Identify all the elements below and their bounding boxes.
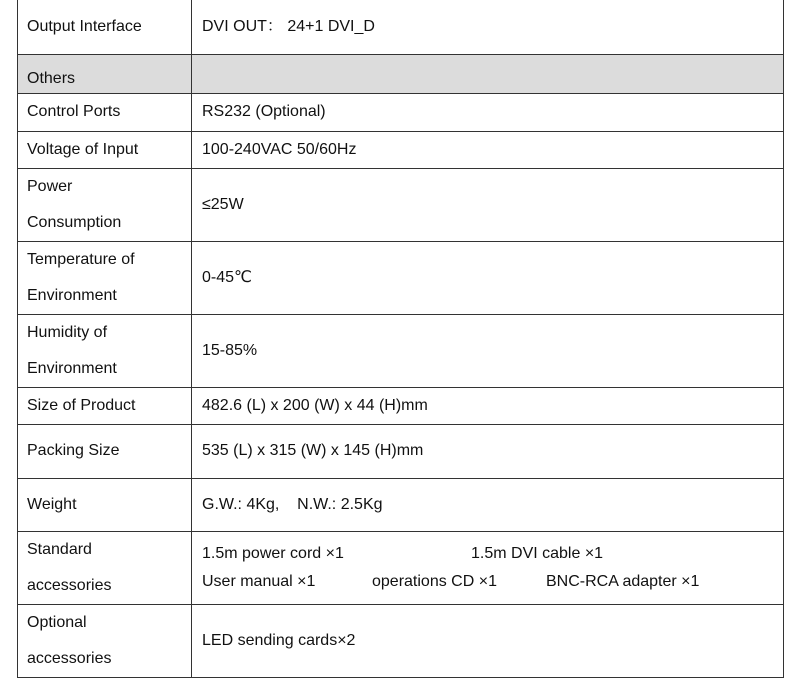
accessories-line <box>202 540 783 568</box>
accessory-item: 1.5m DVI cable ×1 <box>471 544 604 562</box>
row-value: 15-85% <box>192 314 784 387</box>
row-label-line: accessories <box>27 649 112 667</box>
row-label <box>18 604 192 677</box>
table-row <box>18 168 784 241</box>
row-label <box>18 168 192 241</box>
table-row <box>18 604 784 677</box>
table-row <box>18 241 784 314</box>
section-header-row <box>18 54 784 93</box>
table-row <box>18 0 784 54</box>
section-title: Others <box>18 54 192 93</box>
row-label-line: Environment <box>27 359 117 377</box>
specifications-table <box>17 0 784 678</box>
row-label-line: Optional <box>27 613 87 631</box>
row-label <box>18 314 192 387</box>
table-row <box>18 531 784 604</box>
row-label: Packing Size <box>18 424 192 478</box>
accessory-item: BNC-RCA adapter ×1 <box>546 572 700 590</box>
accessory-item: operations CD ×1 <box>372 572 497 590</box>
row-label-line: Power <box>27 177 73 195</box>
row-value: RS232 (Optional) <box>192 93 784 131</box>
row-value: 0-45℃ <box>192 241 784 314</box>
accessory-item: User manual ×1 <box>202 572 316 590</box>
accessories-cell <box>192 531 784 604</box>
row-value: DVI OUT： 24+1 DVI_D <box>192 0 784 54</box>
row-label-line: Standard <box>27 540 92 558</box>
row-value: LED sending cards×2 <box>192 604 784 677</box>
table-row <box>18 93 784 131</box>
row-label-line: Consumption <box>27 213 122 231</box>
table-row <box>18 424 784 478</box>
row-value: 482.6 (L) x 200 (W) x 44 (H)mm <box>192 387 784 424</box>
accessories-line <box>202 568 783 596</box>
row-label: Size of Product <box>18 387 192 424</box>
row-label-line: Environment <box>27 286 117 304</box>
row-value: 535 (L) x 315 (W) x 145 (H)mm <box>192 424 784 478</box>
row-value: G.W.: 4Kg, N.W.: 2.5Kg <box>192 478 784 531</box>
row-label <box>18 531 192 604</box>
row-label-line: Humidity of <box>27 323 108 341</box>
row-label: Output Interface <box>18 0 192 54</box>
row-value: ≤25W <box>192 168 784 241</box>
row-value: 100-240VAC 50/60Hz <box>192 131 784 168</box>
row-label: Control Ports <box>18 93 192 131</box>
table-row <box>18 131 784 168</box>
section-empty-cell <box>192 54 784 93</box>
row-label: Voltage of Input <box>18 131 192 168</box>
row-label: Weight <box>18 478 192 531</box>
accessory-item: 1.5m power cord ×1 <box>202 544 344 562</box>
row-label-line: accessories <box>27 576 112 594</box>
row-label <box>18 241 192 314</box>
row-label-line: Temperature of <box>27 250 135 268</box>
table-row <box>18 478 784 531</box>
table-row <box>18 387 784 424</box>
table-row <box>18 314 784 387</box>
